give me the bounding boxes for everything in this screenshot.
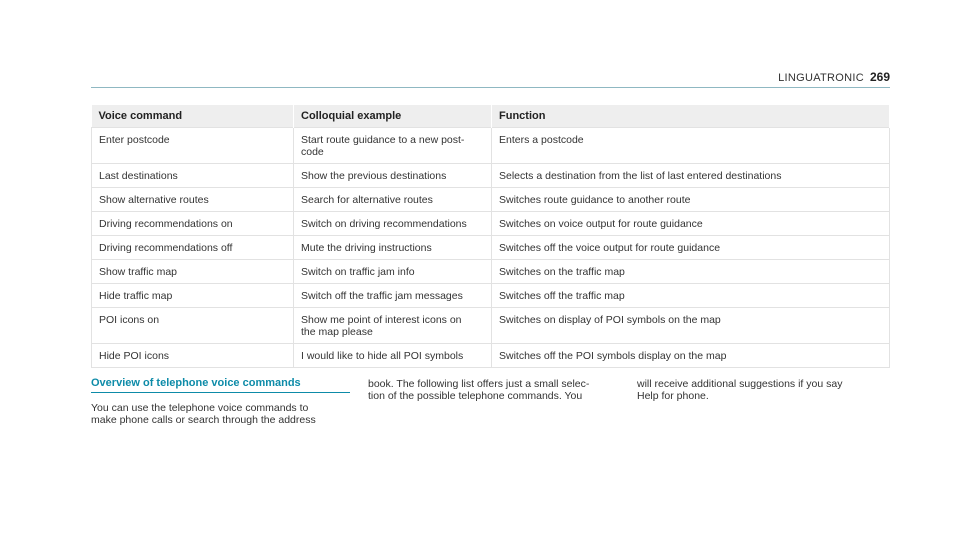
table-body: [92, 127, 890, 367]
page-number: 269: [869, 70, 890, 84]
cell-voice-command: POI icons on: [92, 307, 294, 343]
cell-colloquial-example: Show me point of interest icons on the map please: [294, 307, 492, 343]
cell-colloquial-example: Mute the driving instructions: [294, 235, 492, 259]
cell-voice-command: Show alternative routes: [92, 187, 294, 211]
body-text-column-1: [91, 402, 351, 426]
cell-voice-command: Last destinations: [92, 163, 294, 187]
text-line: make phone calls or search through the address: [91, 414, 316, 426]
cell-colloquial-example: I would like to hide all POI symbols: [294, 343, 492, 367]
text-line: Help for phone.: [637, 390, 709, 402]
cell-colloquial-example: Switch on traffic jam info: [294, 259, 492, 283]
table-row: [92, 259, 890, 283]
cell-voice-command: Driving recommendations on: [92, 211, 294, 235]
cell-function: Switches on display of POI symbols on the map: [492, 307, 890, 343]
text-line: tion of the possible telephone commands. You: [368, 390, 583, 402]
cell-voice-command: Hide traffic map: [92, 283, 294, 307]
section-heading: Overview of telephone voice commands: [91, 377, 350, 393]
body-text-column-3: [637, 378, 887, 402]
body-text-column-2: [368, 378, 618, 402]
cell-voice-command: Hide POI icons: [92, 343, 294, 367]
cell-colloquial-example: Switch on driving recommendations: [294, 211, 492, 235]
table-row: [92, 283, 890, 307]
chapter-title: LINGUATRONIC: [778, 72, 864, 84]
cell-colloquial-example: Search for alternative routes: [294, 187, 492, 211]
cell-voice-command: Show traffic map: [92, 259, 294, 283]
table-row: [92, 343, 890, 367]
text-line: You can use the telephone voice commands to: [91, 402, 309, 414]
text-line: will receive additional suggestions if you say: [637, 378, 843, 390]
cell-function: Selects a destination from the list of last entered destinations: [492, 163, 890, 187]
cell-colloquial-example: Switch off the traffic jam messages: [294, 283, 492, 307]
cell-function: Switches off the voice output for route guidance: [492, 235, 890, 259]
column-header-function: Function: [492, 105, 890, 127]
table-row: [92, 127, 890, 163]
cell-function: Enters a postcode: [492, 127, 890, 163]
cell-voice-command: Enter postcode: [92, 127, 294, 163]
cell-function: Switches route guidance to another route: [492, 187, 890, 211]
table-row: [92, 211, 890, 235]
cell-function: Switches on voice output for route guidance: [492, 211, 890, 235]
cell-function: Switches on the traffic map: [492, 259, 890, 283]
voice-command-table: [91, 105, 890, 368]
cell-function: Switches off the POI symbols display on the map: [492, 343, 890, 367]
table-header-row: [92, 105, 890, 127]
column-header-colloquial-example: Colloquial example: [294, 105, 492, 127]
cell-voice-command: Driving recommendations off: [92, 235, 294, 259]
text-line: book. The following list offers just a small selec-: [368, 378, 590, 390]
column-header-voice-command: Voice command: [92, 105, 294, 127]
cell-colloquial-example: Show the previous destinations: [294, 163, 492, 187]
table-row: [92, 235, 890, 259]
cell-function: Switches off the traffic map: [492, 283, 890, 307]
page-header: [91, 68, 890, 88]
table-row: [92, 307, 890, 343]
cell-colloquial-example: Start route guidance to a new post- code: [294, 127, 492, 163]
table-row: [92, 187, 890, 211]
table-row: [92, 163, 890, 187]
